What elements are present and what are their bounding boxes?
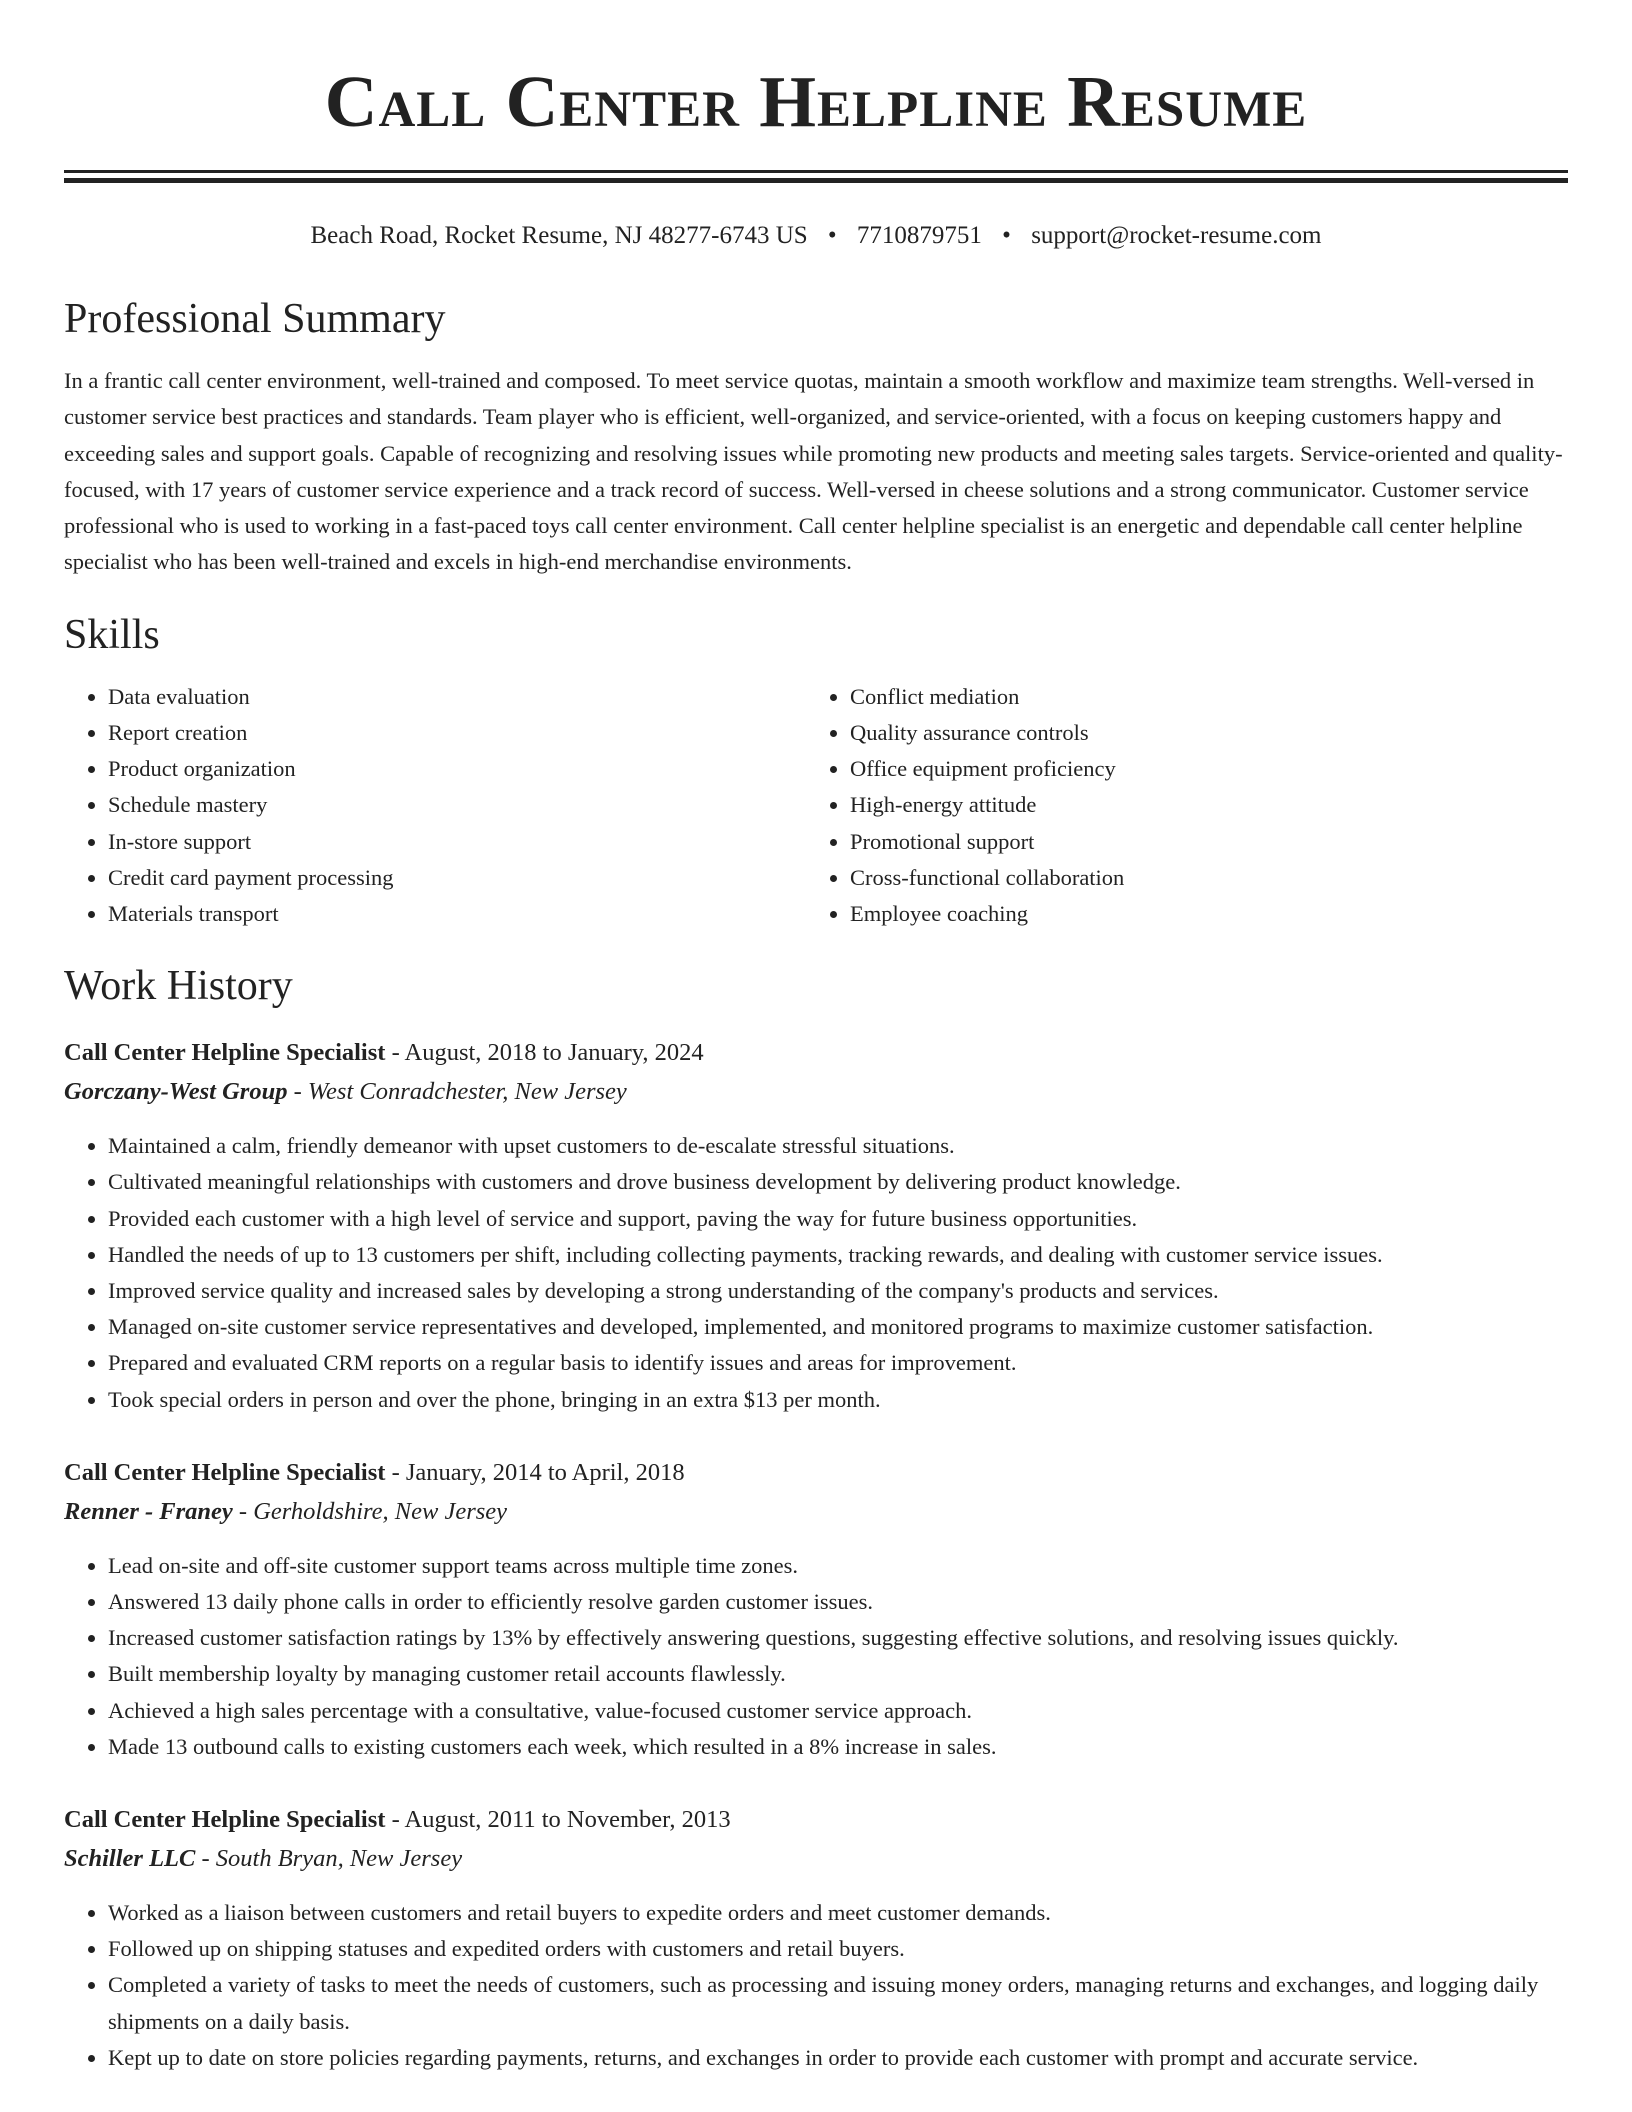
job-title-line: [64, 1034, 1568, 1072]
job-entry: [64, 1034, 1568, 1418]
skills-columns: [64, 679, 1568, 932]
job-dates: - January, 2014 to April, 2018: [385, 1458, 685, 1486]
work-history-heading: Work History: [64, 963, 293, 1010]
job-title-line: [64, 1454, 1568, 1492]
skills-heading: Skills: [64, 611, 160, 658]
job-company-line: [64, 1072, 1568, 1112]
job-entry: [64, 1454, 1568, 1765]
skill-item: • Product organization: [108, 751, 806, 787]
job-company-line: [64, 1492, 1568, 1532]
skill-item: • Report creation: [108, 715, 806, 751]
skill-item: • Conflict mediation: [850, 679, 1548, 715]
job-location: - South Bryan, New Jersey: [195, 1845, 463, 1873]
skill-item: • Data evaluation: [108, 679, 806, 715]
contact-separator: •: [1002, 222, 1011, 249]
skills-list-left: [64, 679, 806, 932]
job-location: - Gerholdshire, New Jersey: [232, 1497, 508, 1525]
contact-phone: 7710879751: [856, 222, 982, 249]
skill-item: • Quality assurance controls: [850, 715, 1548, 751]
summary-heading: Professional Summary: [64, 296, 446, 342]
title-rule-thick: [64, 178, 1568, 183]
job-duty: • Managed on-site customer service representatives and developed, implemented, and monitored programs to maximize customer satisfaction.: [108, 1309, 1568, 1345]
contact-email: support@rocket-resume.com: [1031, 222, 1322, 249]
job-duty: • Built membership loyalty by managing customer retail accounts flawlessly.: [108, 1656, 1568, 1692]
skill-item: • Materials transport: [108, 896, 806, 932]
job-role: Call Center Helpline Specialist: [64, 1806, 386, 1834]
job-duty: • Worked as a liaison between customers and retail buyers to expedite orders and meet customer demands.: [108, 1895, 1568, 1931]
contact-separator: •: [827, 222, 837, 249]
job-duties: [64, 1895, 1568, 2076]
job-duty: • Kept up to date on store policies regarding payments, returns, and exchanges in order to provide each customer with prompt and accurate service.: [108, 2040, 1568, 2076]
job-company-line: [64, 1839, 1568, 1879]
job-duty: • Followed up on shipping statuses and expedited orders with customers and retail buyers.: [108, 1931, 1568, 1967]
title-rule-thin: [64, 170, 1568, 173]
job-duty: • Made 13 outbound calls to existing customers each week, which resulted in a 8% increase in sales.: [108, 1729, 1568, 1765]
job-entry: [64, 1801, 1568, 2076]
job-dates: - August, 2018 to January, 2024: [385, 1039, 704, 1067]
job-dates: - August, 2011 to November, 2013: [385, 1806, 731, 1834]
job-duty: • Handled the needs of up to 13 customers per shift, including collecting payments, tracking rewards, and dealing with customer service issues.: [108, 1237, 1568, 1273]
skill-item: • Credit card payment processing: [108, 860, 806, 896]
job-duty: • Prepared and evaluated CRM reports on a regular basis to identify issues and areas for improvement.: [108, 1345, 1568, 1381]
job-duty: • Maintained a calm, friendly demeanor with upset customers to de-escalate stressful situations.: [108, 1128, 1568, 1164]
contact-line: [64, 219, 1568, 253]
job-duties: [64, 1548, 1568, 1765]
job-duty: • Took special orders in person and over the phone, bringing in an extra $13 per month.: [108, 1382, 1568, 1418]
skill-item: • Schedule mastery: [108, 787, 806, 823]
contact-address: Beach Road, Rocket Resume, NJ 48277-6743 US: [310, 222, 808, 249]
skill-item: • In-store support: [108, 824, 806, 860]
job-duty: • Completed a variety of tasks to meet the needs of customers, such as processing and issuing money orders, managing returns and exchanges, and logging daily shipments on a daily basis.: [108, 1967, 1568, 2039]
job-duty: • Achieved a high sales percentage with a consultative, value-focused customer service approach.: [108, 1693, 1568, 1729]
job-duty: • Provided each customer with a high level of service and support, paving the way for future business opportunities.: [108, 1201, 1568, 1237]
skill-item: • Promotional support: [850, 824, 1548, 860]
job-duty: • Improved service quality and increased sales by developing a strong understanding of the company's products and services.: [108, 1273, 1568, 1309]
job-duty: • Cultivated meaningful relationships with customers and drove business development by delivering product knowledge.: [108, 1164, 1568, 1200]
job-duty: • Answered 13 daily phone calls in order to efficiently resolve garden customer issues.: [108, 1584, 1568, 1620]
skill-item: • Cross-functional collaboration: [850, 860, 1548, 896]
resume-title: Call Center Helpline Resume: [324, 61, 1308, 142]
summary-text: In a frantic call center environment, well-trained and composed. To meet service quotas, maintain a smooth workflow and maximize team strengths. Well-versed in customer service best practices and standards. Team player who is efficient, well-organized, and service-oriented, with a focus on keeping customers happy and exceeding sales and support goals. Capable of recognizing and resolving issues while promoting new products and meeting sales targets. Service-oriented and quality-focused, with 17 years of customer service experience and a track record of success. Well-versed in cheese solutions and a strong communicator. Customer service professional who is used to working in a fast-paced toys call center environment. Call center helpline specialist is an energetic and dependable call center helpline specialist who has been well-trained and excels in high-end merchandise environments.: [64, 368, 1563, 575]
skill-item: • High-energy attitude: [850, 787, 1548, 823]
skill-item: • Employee coaching: [850, 896, 1548, 932]
skill-item: • Office equipment proficiency: [850, 751, 1548, 787]
job-company: Gorczany-West Group: [64, 1078, 288, 1106]
job-title-line: [64, 1801, 1568, 1839]
job-role: Call Center Helpline Specialist: [64, 1039, 386, 1067]
job-company: Renner - Franey: [64, 1497, 233, 1525]
job-duty: • Lead on-site and off-site customer support teams across multiple time zones.: [108, 1548, 1568, 1584]
job-company: Schiller LLC: [64, 1845, 196, 1873]
job-duties: [64, 1128, 1568, 1418]
job-duty: • Increased customer satisfaction ratings by 13% by effectively answering questions, suggesting effective solutions, and resolving issues quickly.: [108, 1620, 1568, 1656]
job-location: - West Conradchester, New Jersey: [287, 1078, 627, 1106]
skills-list-right: [806, 679, 1548, 932]
job-role: Call Center Helpline Specialist: [64, 1458, 386, 1486]
